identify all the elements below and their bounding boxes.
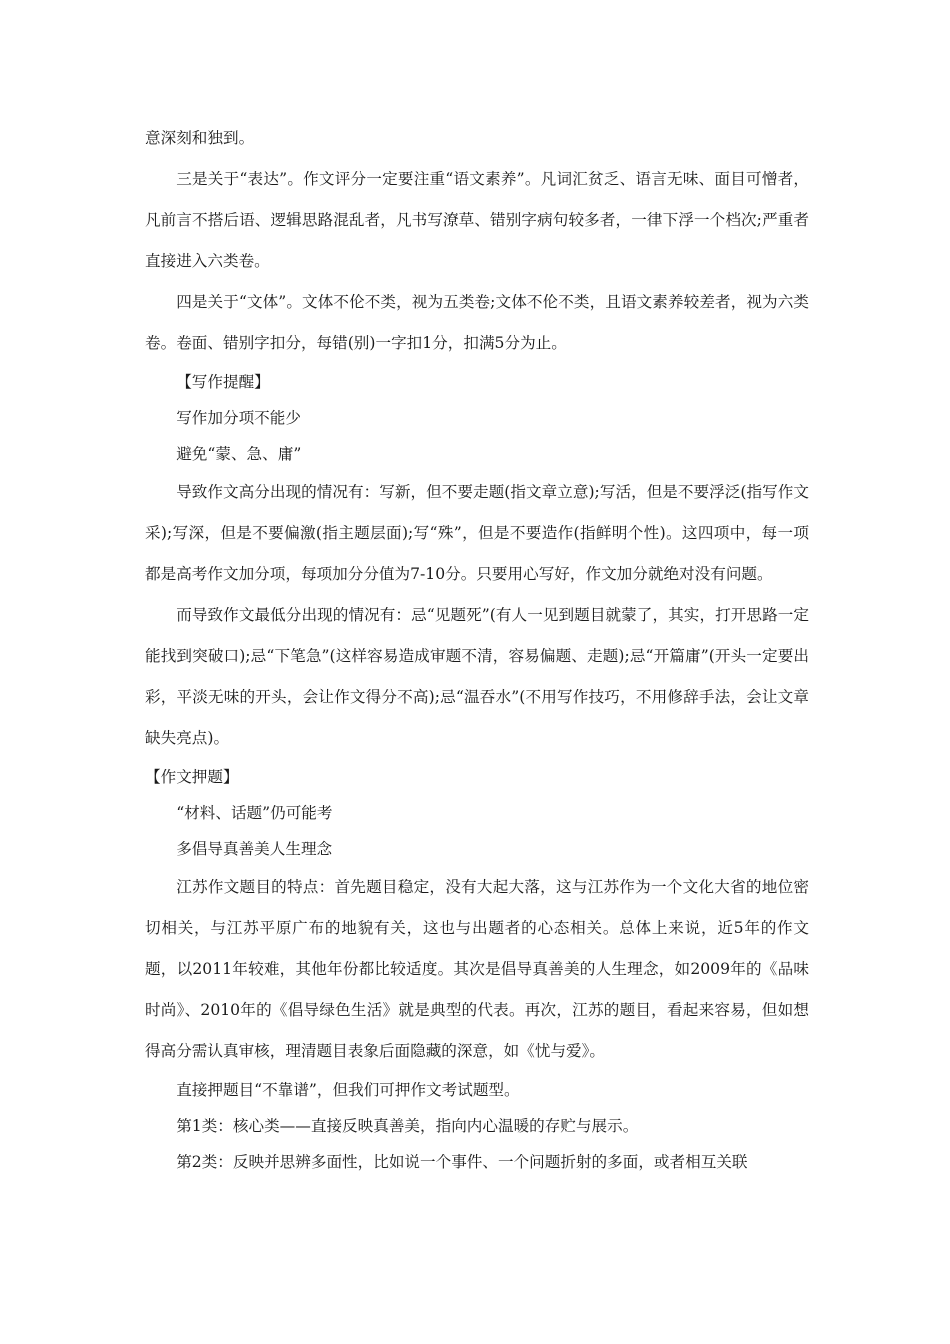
paragraph-type-1: 第1类：核心类——直接反映真善美，指向内心温暖的存贮与展示。 bbox=[176, 1117, 639, 1135]
subheading-avoid: 避免“蒙、急、庸” bbox=[176, 445, 302, 463]
paragraph-high-score: 导致作文高分出现的情况有：写新，但不要走题(指文章立意);写活，但是不要浮泛(指写作文采);写深，但是不要偏激(指主题层面);写“殊”，但是不要造作(指鲜明个性)。这四项中，每一项都是高考作文加分项，每项加分分值为7-10分。只要用心写好，作文加分就绝对没有问题。 bbox=[145, 483, 809, 583]
subheading-truth-goodness-beauty: 多倡导真善美人生理念 bbox=[176, 840, 333, 858]
section-heading-essay-prediction: 【作文押题】 bbox=[145, 768, 239, 786]
subheading-material-topic: “材料、话题”仍可能考 bbox=[176, 804, 333, 822]
paragraph-continuation: 意深刻和独到。 bbox=[145, 129, 255, 147]
subheading-bonus-items: 写作加分项不能少 bbox=[176, 409, 301, 427]
paragraph-genre: 四是关于“文体”。文体不伦不类，视为五类卷;文体不伦不类，且语文素养较差者，视为六类卷。卷面、错别字扣分，每错(别)一字扣1分，扣满5分为止。 bbox=[145, 293, 809, 352]
document-body bbox=[145, 118, 809, 1180]
paragraph-expression: 三是关于“表达”。作文评分一定要注重“语文素养”。凡词汇贫乏、语言无味、面目可憎者，凡前言不搭后语、逻辑思路混乱者，凡书写潦草、错别字病句较多者，一律下浮一个档次;严重者直接进入六类卷。 bbox=[145, 170, 809, 270]
paragraph-question-types: 直接押题目“不靠谱”，但我们可押作文考试题型。 bbox=[176, 1081, 520, 1099]
paragraph-type-2: 第2类：反映并思辨多面性，比如说一个事件、一个问题折射的多面，或者相互关联 bbox=[176, 1153, 748, 1171]
section-heading-writing-tips: 【写作提醒】 bbox=[176, 373, 270, 391]
paragraph-jiangsu-features: 江苏作文题目的特点：首先题目稳定，没有大起大落，这与江苏作为一个文化大省的地位密切相关，与江苏平原广布的地貌有关，这也与出题者的心态相关。总体上来说，近5年的作文题，以2011年较难，其他年份都比较适度。其次是倡导真善美的人生理念，如2009年的《品味时尚》、2010年的《倡导绿色生活》就是典型的代表。再次，江苏的题目，看起来容易，但如想得高分需认真审核，理清题目表象后面隐藏的深意，如《忧与爱》。 bbox=[145, 878, 809, 1060]
paragraph-low-score: 而导致作文最低分出现的情况有：忌“见题死”(有人一见到题目就蒙了，其实，打开思路一定能找到突破口);忌“下笔急”(这样容易造成审题不清，容易偏题、走题);忌“开篇庸”(开头一定要出彩，平淡无味的开头，会让作文得分不高);忌“温吞水”(不用写作技巧，不用修辞手法，会让文章缺失亮点)。 bbox=[145, 606, 809, 747]
